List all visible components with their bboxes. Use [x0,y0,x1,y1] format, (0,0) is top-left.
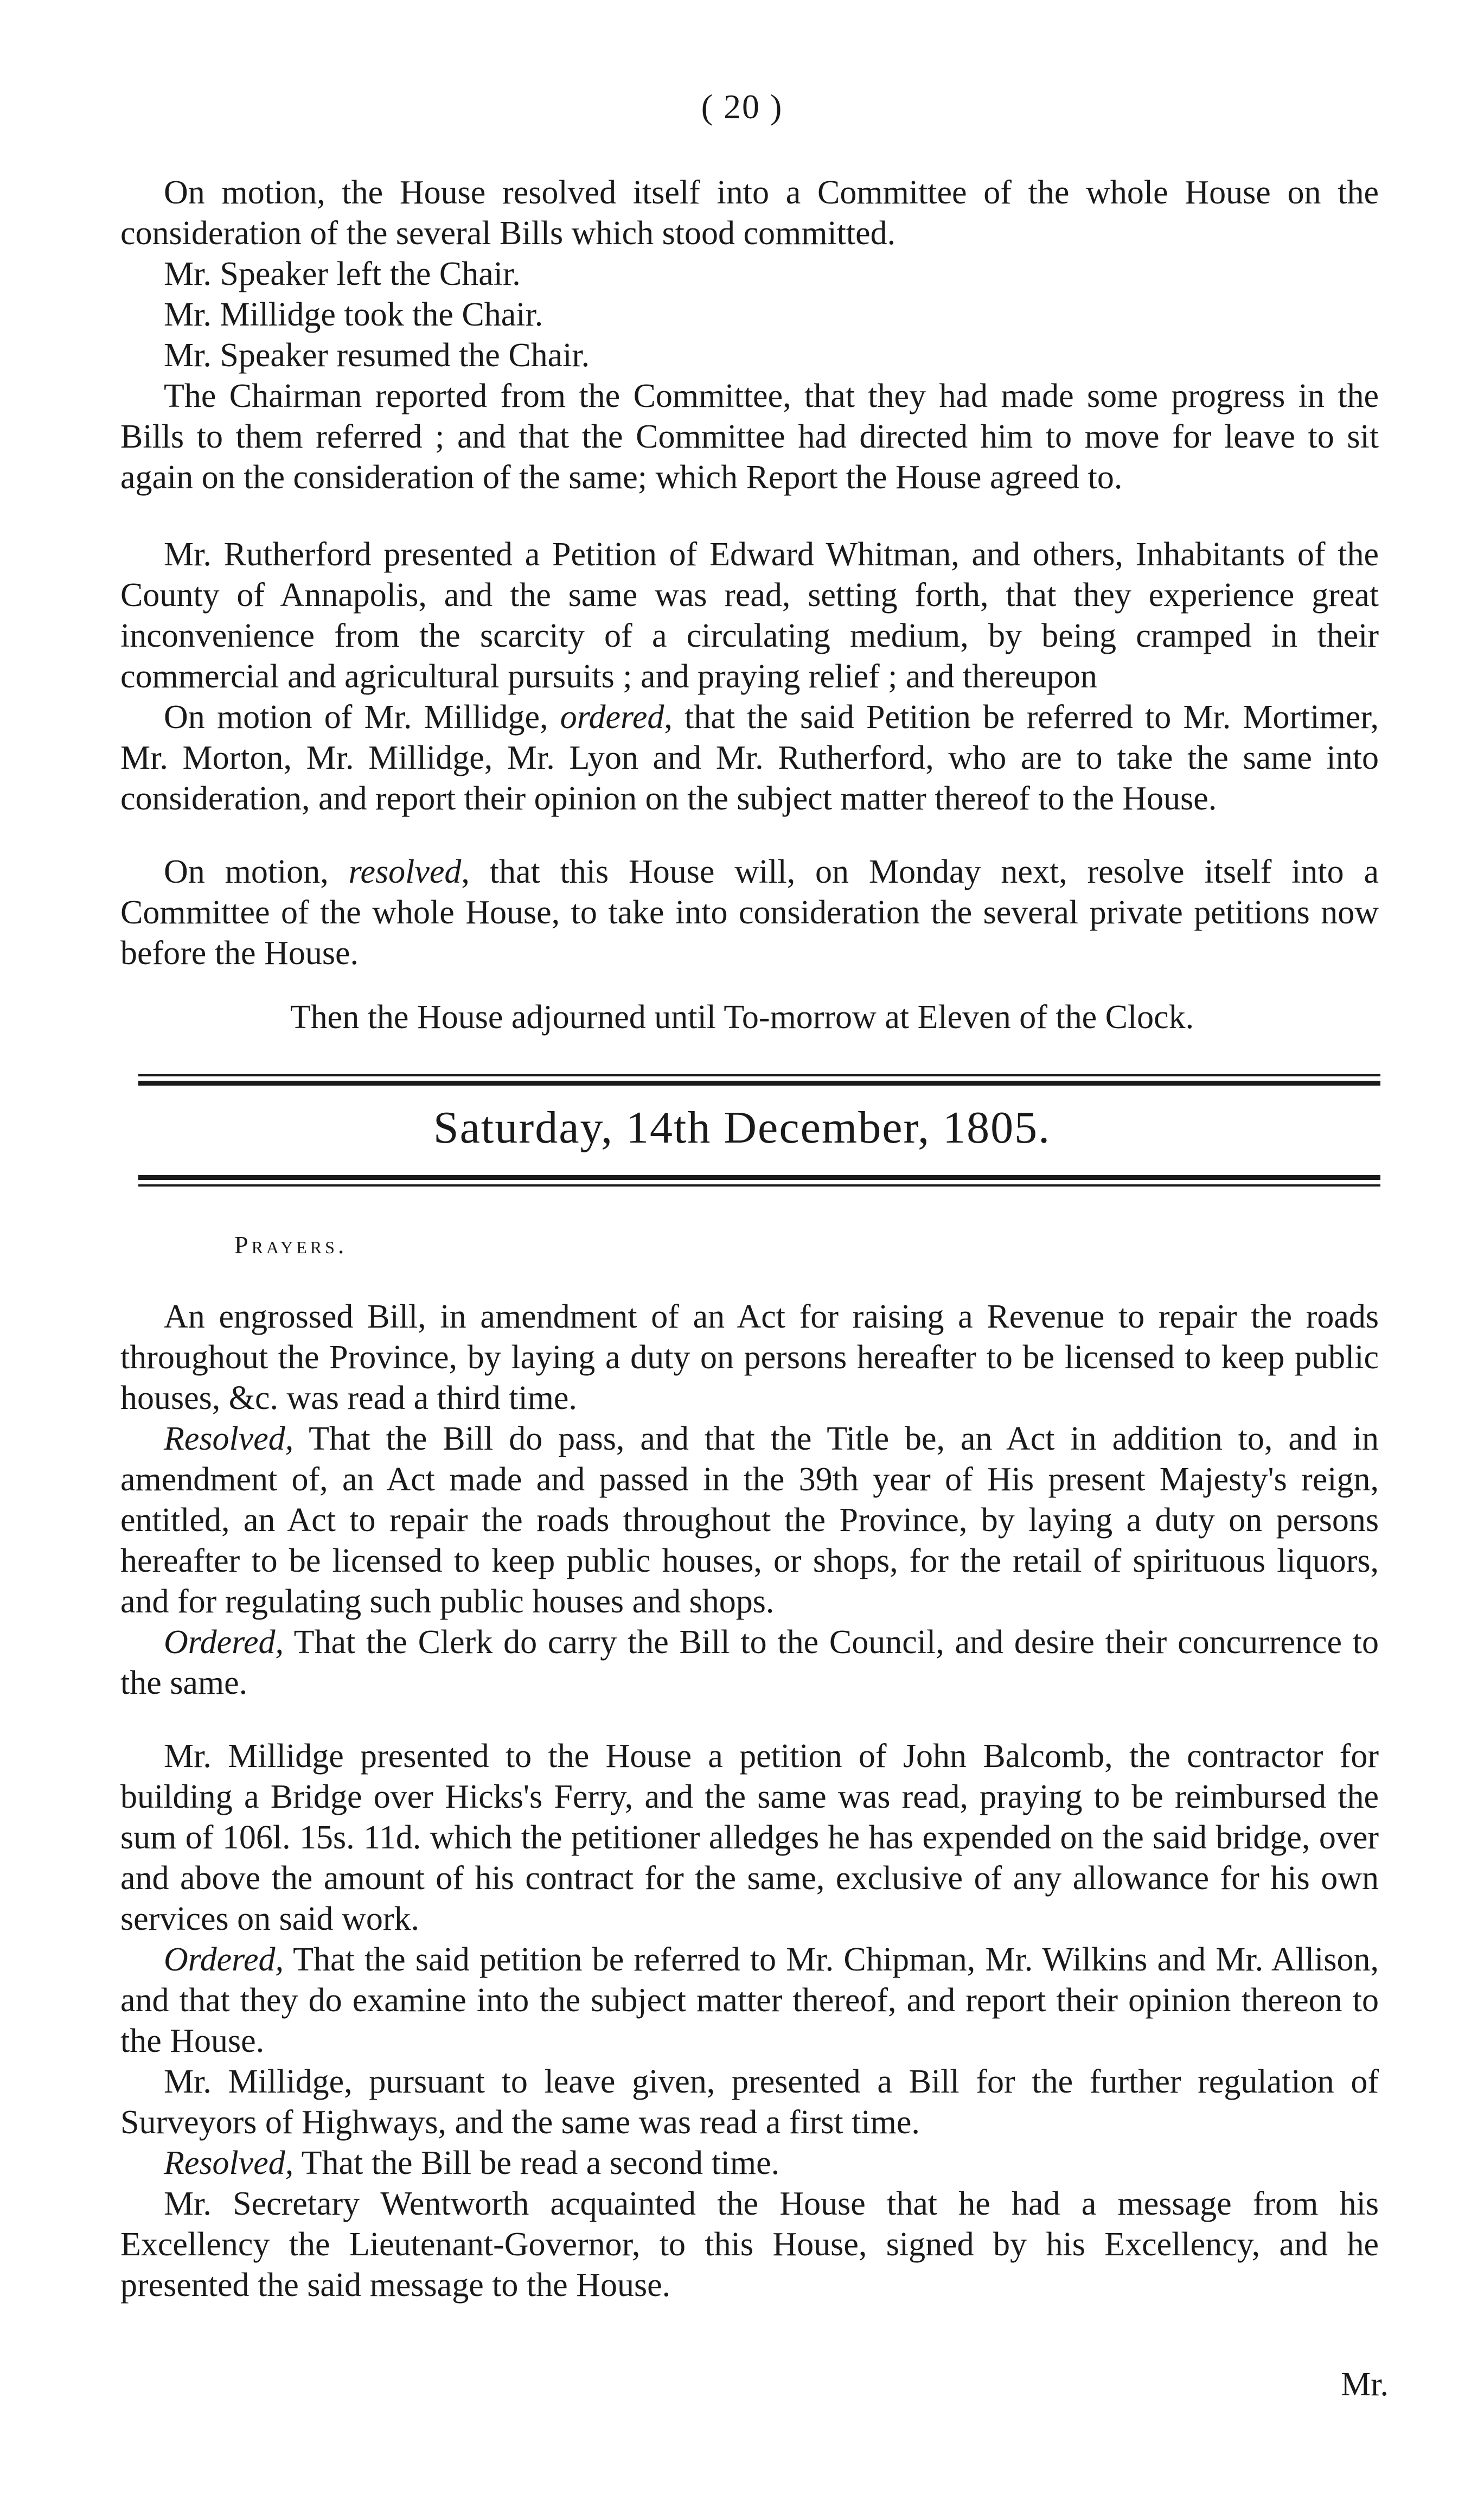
paragraph: An engrossed Bill, in amendment of an Act for raising a Revenue to repair the roads throughout the Province, by laying a duty on persons hereafter to be licensed to keep public houses, &c. was read a third time. [120,1298,1379,1417]
petition-whitman-section [120,534,1379,819]
italic-term: ordered [560,699,664,736]
italic-term: resolved [348,853,462,890]
paragraph: Mr. Millidge took the Chair. [164,296,543,333]
paragraph: On motion, the House resolved itself into a Committee of the whole House on the consideration of the several Bills which stood committed. [120,174,1379,252]
italic-term: Ordered, [164,1941,284,1978]
divider-rule [138,1175,1380,1180]
paragraph [120,1419,1379,1622]
engrossed-bill-section [120,1297,1379,1704]
text-run: That the Bill be read a second time. [293,2145,780,2182]
italic-term: Resolved, [164,1420,294,1457]
text-run: That the Clerk do carry the Bill to the Council, and desire their concurrence to the same. [120,1624,1379,1701]
prayers-label: Prayers. [234,1231,348,1259]
paragraph [120,1622,1379,1704]
paragraph: Mr. Speaker resumed the Chair. [164,337,590,374]
text-run: On motion, [164,853,349,890]
date-heading: Saturday, 14th December, 1805. [433,1102,1051,1153]
page-number: ( 20 ) [701,87,783,126]
private-petitions-section [120,852,1379,974]
committee-section [120,173,1379,498]
text-run: That the said petition be referred to Mr. Chipman, Mr. Wilkins and Mr. Allison, and that they do examine into the subject matter thereof, and report their opinion thereon to the House. [120,1941,1379,2059]
italic-term: Ordered, [164,1624,284,1661]
text-run: On motion of Mr. Millidge, [164,699,560,736]
paragraph [120,852,1379,974]
paragraph: Mr. Millidge, pursuant to leave given, presented a Bill for the further regulation of Surveyors of Highways, and the same was read a first time. [120,2063,1379,2141]
paragraph: Mr. Secretary Wentworth acquainted the House that he had a message from his Excellency the Lieutenant-Governor, to this House, signed by his Excellency, and he presented the said message to the House. [120,2185,1379,2304]
paragraph [120,697,1379,819]
text-run: That the Bill do pass, and that the Title be, an Act in addition to, and in amendment of, an Act made and passed in the 39th year of His present Majesty's reign, entitled, an Act to repair the roads throughout the Province, by laying a duty on persons hereafter to be licensed to keep public houses, or shops, for the retail of spirituous liquors, and for regulating such public houses and shops. [120,1420,1379,1620]
paragraph: Mr. Millidge presented to the House a petition of John Balcomb, the contractor for building a Bridge over Hicks's Ferry, and the same was read, praying to be reimbursed the sum of 106l. 15s. 11d. which the petitioner alledges he has expended on the said bridge, over and above the amount of his contract for the same, exclusive of any allowance for his own services on said work. [120,1738,1379,1937]
italic-term: Resolved, [164,2145,294,2182]
paragraph: Mr. Speaker left the Chair. [164,256,521,292]
divider-rule [138,1074,1380,1076]
text-run: , that this House will, on Monday next, resolve itself into a Committee of the whole House, to take into consideration the several private petitions now before the House. [120,853,1379,972]
surveyors-bill-section [120,2062,1379,2306]
catchword: Mr. [1341,2366,1389,2403]
text-run: , that the said Petition be referred to Mr. Mortimer, Mr. Morton, Mr. Millidge, Mr. Lyon and Mr. Rutherford, who are to take the same into consideration, and report their opinion on the subject matter thereof to the House. [120,699,1379,817]
adjournment-line: Then the House adjourned until To-morrow at Eleven of the Clock. [290,999,1194,1036]
paragraph [120,1940,1379,2062]
paragraph [120,2143,1379,2184]
paragraph: The Chairman reported from the Committee, that they had made some progress in the Bills to them referred ; and that the Committee had directed him to move for leave to sit again on the consideration of the same; which Report the House agreed to. [120,378,1379,496]
divider-rule [138,1184,1380,1187]
divider-rule [138,1081,1380,1086]
balcomb-petition-section [120,1736,1379,2062]
paragraph: Mr. Rutherford presented a Petition of Edward Whitman, and others, Inhabitants of the County of Annapolis, and the same was read, setting forth, that they experience great inconvenience from the scarcity of a circulating medium, by being cramped in their commercial and agricultural pursuits ; and praying relief ; and thereupon [120,536,1379,695]
